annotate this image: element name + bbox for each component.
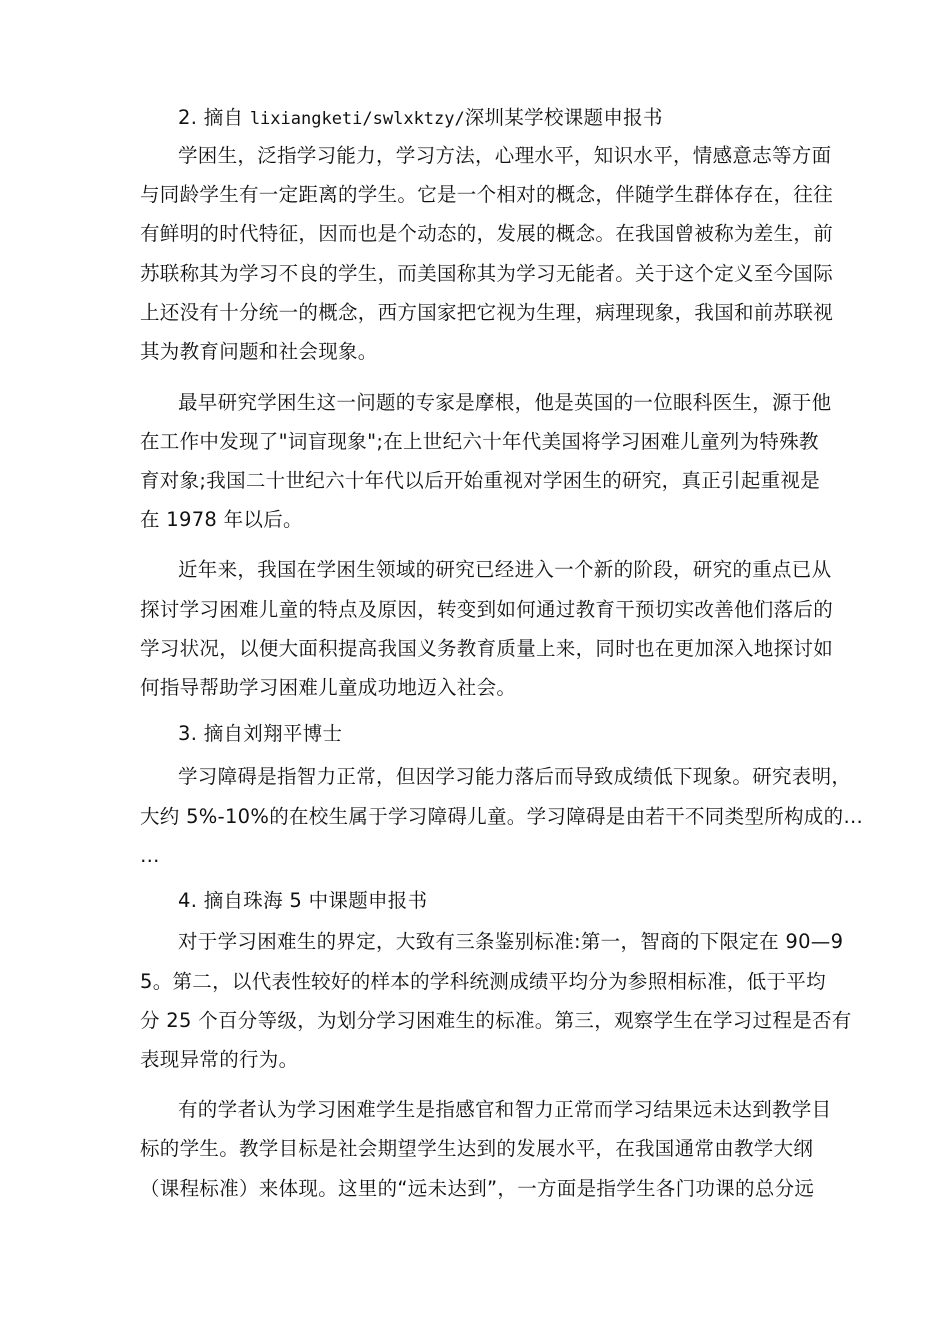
paragraph-line: 上还没有十分统一的概念，西方国家把它视为生理，病理现象，我国和前苏联视 bbox=[140, 301, 834, 324]
paragraph-line: 分 25 个百分等级，为划分学习困难生的标准。第三，观察学生在学习过程是否有 bbox=[140, 1009, 852, 1032]
paragraph-line: 在工作中发现了"词盲现象";在上世纪六十年代美国将学习困难儿童列为特殊教 bbox=[140, 430, 819, 453]
paragraph-line: 表现异常的行为。 bbox=[140, 1048, 299, 1071]
paragraph-line: 标的学生。教学目标是社会期望学生达到的发展水平，在我国通常由教学大纲 bbox=[140, 1137, 814, 1160]
paragraph-line: 5。第二，以代表性较好的样本的学科统测成绩平均分为参照相标准，低于平均 bbox=[140, 970, 826, 993]
paragraph-line: 学习障碍是指智力正常，但因学习能力落后而导致成绩低下现象。研究表明， bbox=[178, 765, 852, 788]
section-heading-source: lixiangketi/swlxktzy/ bbox=[249, 109, 465, 129]
paragraph-line: 育对象;我国二十世纪六十年代以后开始重视对学困生的研究，真正引起重视是 bbox=[140, 469, 821, 492]
paragraph-line: 有鲜明的时代特征，因而也是个动态的，发展的概念。在我国曾被称为差生，前 bbox=[140, 222, 834, 245]
paragraph-line: 探讨学习困难儿童的特点及原因，转变到如何通过教育干预切实改善他们落后的 bbox=[140, 598, 834, 621]
section-heading-2 bbox=[178, 106, 663, 131]
section-heading-suffix: 深圳某学校课题申报书 bbox=[464, 106, 663, 129]
paragraph-line: 其为教育问题和社会现象。 bbox=[140, 340, 378, 363]
paragraph-line: 大约 5%-10%的在校生属于学习障碍儿童。学习障碍是由若干不同类型所构成的… bbox=[140, 805, 864, 828]
paragraph-line: … bbox=[140, 844, 160, 867]
paragraph-line: 何指导帮助学习困难儿童成功地迈入社会。 bbox=[140, 676, 517, 699]
paragraph-line: 学困生，泛指学习能力，学习方法，心理水平，知识水平，情感意志等方面 bbox=[178, 144, 832, 167]
paragraph-line: 学习状况，以便大面积提高我国义务教育质量上来，同时也在更加深入地探讨如 bbox=[140, 637, 834, 660]
paragraph-line: 近年来，我国在学困生领域的研究已经进入一个新的阶段，研究的重点已从 bbox=[178, 558, 832, 581]
paragraph-line: 与同龄学生有一定距离的学生。它是一个相对的概念，伴随学生群体存在，往往 bbox=[140, 183, 834, 206]
section-heading-3: 3. 摘自刘翔平博士 bbox=[178, 722, 343, 745]
paragraph-line: 苏联称其为学习不良的学生，而美国称其为学习无能者。关于这个定义至今国际 bbox=[140, 262, 834, 285]
paragraph-line: （课程标准）来体现。这里的“远未达到”，一方面是指学生各门功课的总分远 bbox=[140, 1177, 815, 1200]
section-heading-4: 4. 摘自珠海 5 中课题申报书 bbox=[178, 889, 428, 912]
paragraph-line: 最早研究学困生这一问题的专家是摩根，他是英国的一位眼科医生，源于他 bbox=[178, 391, 832, 414]
paragraph-line: 有的学者认为学习困难学生是指感官和智力正常而学习结果远未达到教学目 bbox=[178, 1098, 832, 1121]
paragraph-line: 对于学习困难生的界定，大致有三条鉴别标准:第一，智商的下限定在 90—9 bbox=[178, 930, 844, 953]
paragraph-line: 在 1978 年以后。 bbox=[140, 508, 303, 531]
section-heading-prefix: 2. 摘自 bbox=[178, 106, 250, 129]
